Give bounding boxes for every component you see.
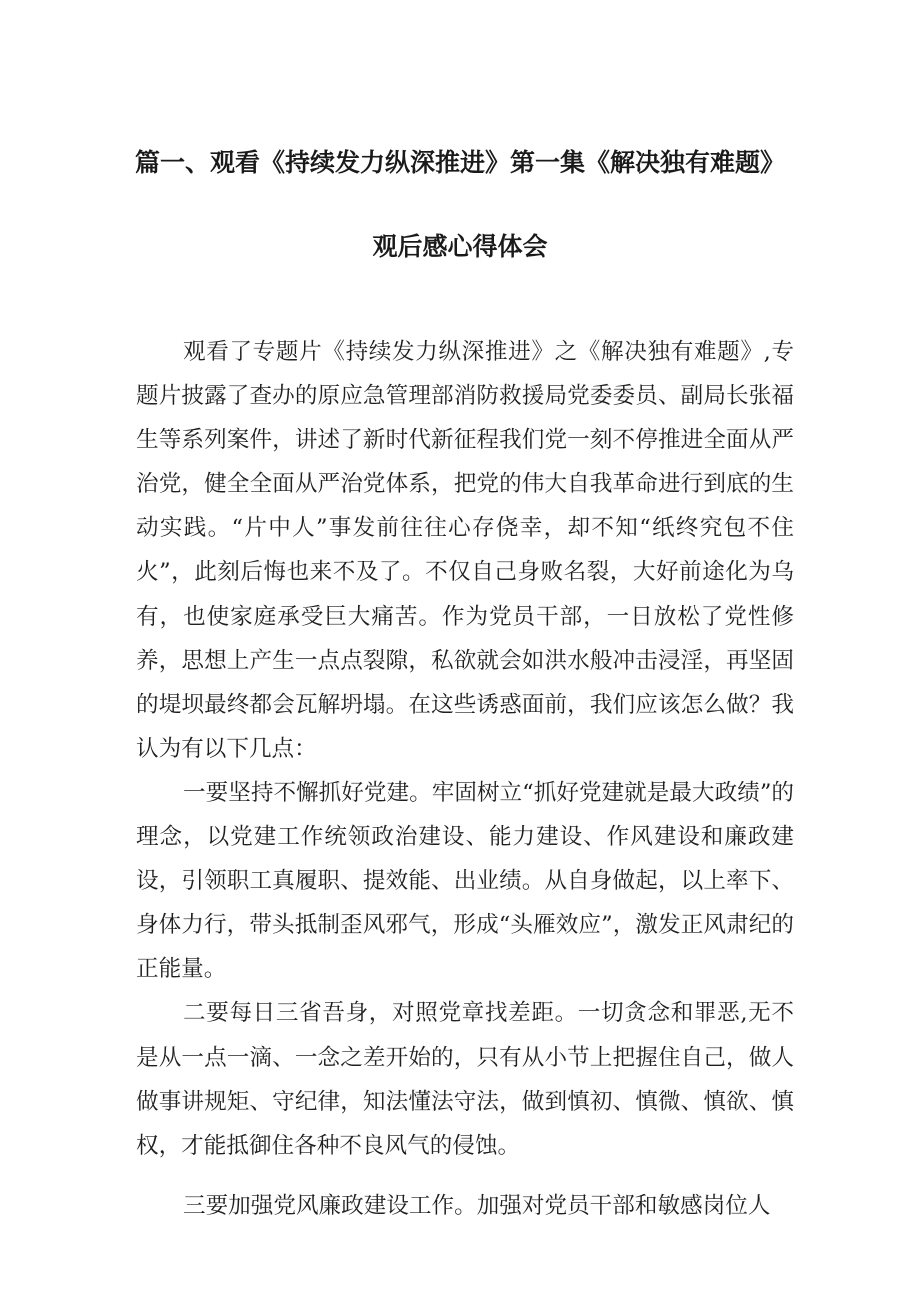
document-title-line-2: 观后感心得体会 <box>372 232 548 261</box>
paragraph-point-2: 二要每日三省吾身，对照党章找差距。一切贪念和罪恶,无不是从一点一滴、一念之差开始的，只有从小节上把握住自己，做人做事讲规矩、守纪律，知法懂法守法，做到慎初、慎微、慎欲、慎权，才能抵御住各种不良风气的侵蚀。 <box>136 1000 794 1159</box>
document-title-line-1: 篇一、观看《持续发力纵深推进》第一集《解决独有难题》 <box>134 148 785 177</box>
paragraph-point-1: 一要坚持不懈抓好党建。牢固树立“抓好党建就是最大政绩”的理念，以党建工作统领政治建设、能力建设、作风建设和廉政建设，引领职工真履职、提效能、出业绩。从自身做起，以上率下、身体力行，带头抵制歪风邪气，形成“头雁效应”，激发正风肃纪的正能量。 <box>136 779 794 983</box>
paragraph-point-3: 三要加强党风廉政建设工作。加强对党员干部和敏感岗位人 <box>183 1192 771 1219</box>
paragraph-intro: 观看了专题片《持续发力纵深推进》之《解决独有难题》,专题片披露了查办的原应急管理部消防救援局党委委员、副局长张福生等系列案件，讲述了新时代新征程我们党一刻不停推进全面从严治党，健全全面从严治党体系，把党的伟大自我革命进行到底的生动实践。“片中人”事发前往往心存侥幸，却不知“纸终究包不住火”，此刻后悔也来不及了。不仅自己身败名裂，大好前途化为乌有，也使家庭承受巨大痛苦。作为党员干部，一日放松了党性修养，思想上产生一点点裂隙，私欲就会如洪水般冲击浸淫，再坚固的堤坝最终都会瓦解坍塌。在这些诱惑面前，我们应该怎么做？我认为有以下几点： <box>136 339 794 762</box>
document-body <box>136 330 794 1228</box>
